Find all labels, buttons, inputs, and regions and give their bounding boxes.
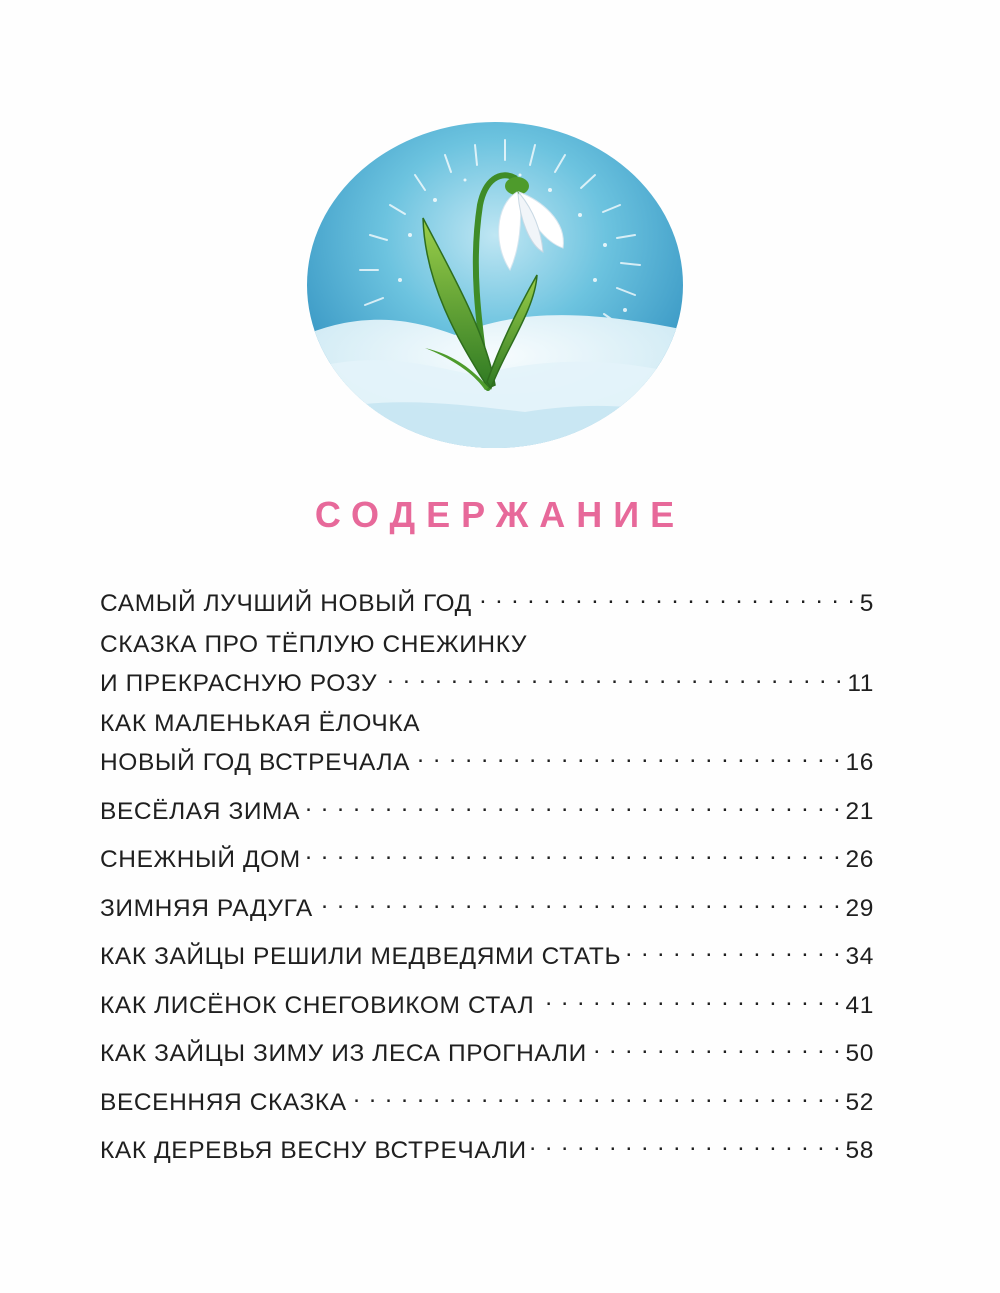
page-title: СОДЕРЖАНИЕ bbox=[314, 494, 686, 535]
toc-entry-title: КАК ЗАЙЦЫ ЗИМУ ИЗ ЛЕСА ПРОГНАЛИ bbox=[100, 1040, 587, 1067]
toc-entry-title: КАК ДЕРЕВЬЯ ВЕСНУ ВСТРЕЧАЛИ bbox=[100, 1137, 527, 1164]
table-of-contents bbox=[100, 580, 874, 1176]
toc-entry-title: ВЕСЕННЯЯ СКАЗКА bbox=[100, 1088, 347, 1116]
toc-entry-title: КАК ЗАЙЦЫ РЕШИЛИ МЕДВЕДЯМИ СТАТЬ bbox=[100, 943, 622, 970]
toc-entry-title: СНЕЖНЫЙ ДОМ bbox=[100, 846, 301, 873]
toc-entry-title: САМЫЙ ЛУЧШИЙ НОВЫЙ ГОД bbox=[100, 590, 472, 617]
toc-entry[interactable] bbox=[100, 982, 874, 1021]
toc-entry-title: И ПРЕКРАСНУЮ РОЗУ bbox=[100, 669, 378, 697]
toc-entry[interactable] bbox=[100, 708, 874, 778]
page-number: 11 bbox=[847, 669, 874, 697]
toc-entry[interactable] bbox=[100, 836, 874, 875]
dot-leader bbox=[304, 788, 842, 819]
dot-leader bbox=[625, 933, 841, 964]
dot-leader bbox=[305, 836, 842, 867]
toc-entry[interactable] bbox=[100, 885, 874, 924]
page-number: 58 bbox=[845, 1137, 874, 1164]
toc-entry[interactable] bbox=[100, 580, 874, 619]
page-number: 26 bbox=[845, 846, 874, 873]
dot-leader bbox=[317, 885, 842, 916]
toc-entry[interactable] bbox=[100, 629, 874, 699]
dot-leader bbox=[591, 1030, 842, 1061]
page-number: 16 bbox=[845, 749, 874, 776]
toc-entry-title: КАК МАЛЕНЬКАЯ ЁЛОЧКА bbox=[100, 710, 421, 737]
toc-entry-title: КАК ЛИСЁНОК СНЕГОВИКОМ СТАЛ bbox=[100, 991, 535, 1019]
dot-leader bbox=[538, 982, 841, 1013]
dot-leader bbox=[381, 660, 843, 691]
dot-leader bbox=[476, 580, 856, 611]
page-number: 41 bbox=[845, 991, 874, 1019]
toc-entry-title: ВЕСЁЛАЯ ЗИМА bbox=[100, 797, 301, 825]
page-number: 5 bbox=[859, 590, 874, 617]
dot-leader bbox=[531, 1127, 842, 1158]
toc-entry[interactable] bbox=[100, 933, 874, 972]
page-number: 52 bbox=[845, 1088, 874, 1116]
toc-entry[interactable] bbox=[100, 788, 874, 827]
toc-entry-title: СКАЗКА ПРО ТЁПЛУЮ СНЕЖИНКУ bbox=[100, 630, 528, 658]
page-number: 29 bbox=[845, 894, 874, 922]
toc-entry[interactable] bbox=[100, 1127, 874, 1166]
toc-entry-title: НОВЫЙ ГОД ВСТРЕЧАЛА bbox=[100, 749, 411, 776]
page-number: 34 bbox=[845, 943, 874, 970]
page-number: 50 bbox=[845, 1040, 874, 1067]
snowdrop-illustration bbox=[305, 120, 685, 450]
toc-entry[interactable] bbox=[100, 1030, 874, 1069]
toc-entry-title: ЗИМНЯЯ РАДУГА bbox=[100, 894, 313, 922]
dot-leader bbox=[351, 1079, 842, 1110]
page-number: 21 bbox=[845, 797, 874, 825]
dot-leader bbox=[414, 739, 841, 770]
toc-entry[interactable] bbox=[100, 1079, 874, 1118]
